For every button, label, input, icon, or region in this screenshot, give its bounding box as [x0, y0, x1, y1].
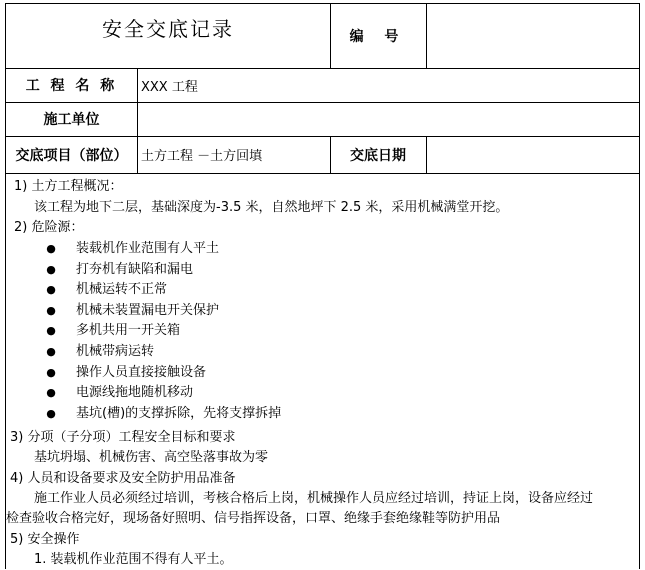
construction-unit-label: 施工单位 [43, 112, 100, 128]
section-1-heading: 1) 土方工程概况： [14, 179, 123, 194]
hazard-item: 操作人员直接接触设备 [76, 364, 207, 380]
construction-unit-field[interactable] [137, 102, 639, 136]
bullet-icon: ● [46, 365, 56, 379]
section-1-text: 该工程为地下二层，基础深度为-3.5 米，自然地坪下 2.5 米，采用机械满堂开挖。 [34, 200, 509, 215]
bullet-icon: ● [46, 262, 56, 276]
safety-briefing-form [5, 3, 640, 569]
section-2-heading: 2) 危险源： [14, 220, 84, 235]
bullet-icon: ● [46, 324, 56, 338]
section-3-text: 基坑坍塌、机械伤害、高空坠落事故为零 [34, 450, 269, 465]
number-field[interactable] [426, 4, 639, 68]
section-5-text: 1. 装载机作业范围不得有人平土。 [34, 552, 233, 567]
hazard-item: 机械带病运转 [76, 344, 155, 359]
number-label: 编 号 [349, 29, 407, 45]
project-name-label: 工 程 名 称 [25, 78, 118, 94]
hazard-item: 机械运转不正常 [76, 282, 168, 298]
hazard-item: 多机共用一开关箱 [76, 323, 181, 339]
hazard-item: 电源线拖地随机移动 [76, 385, 194, 401]
bullet-icon: ● [46, 242, 56, 255]
briefing-item-field[interactable]: 土方工程 －土方回填 [141, 149, 263, 164]
row-divider [6, 173, 639, 174]
briefing-date-label: 交底日期 [350, 147, 406, 164]
bullet-icon: ● [46, 283, 56, 297]
bullet-icon: ● [46, 406, 56, 420]
section-3-heading: 3) 分项（子分项）工程安全目标和要求 [10, 430, 236, 445]
briefing-item-label: 交底项目（部位） [15, 147, 128, 164]
hazard-item: 基坑(槽)的支撑拆除，先将支撑拆掉 [76, 405, 282, 421]
briefing-date-field[interactable] [426, 136, 639, 173]
section-5-heading: 5) 安全操作 [10, 532, 80, 547]
section-4-text-line-1: 施工作业人员必须经过培训，考核合格后上岗，机械操作人员应经过培训，持证上岗，设备应经过 [34, 491, 594, 506]
hazard-item: 打夯机有缺陷和漏电 [76, 261, 194, 277]
section-4-heading: 4) 人员和设备要求及安全防护用品准备 [10, 471, 236, 486]
section-4-text-line-2: 检查验收合格完好，现场备好照明、信号指挥设备，口罩、绝缘手套绝缘鞋等防护用品 [6, 511, 501, 526]
hazard-item: 装载机作业范围有人平土 [76, 241, 220, 256]
bullet-icon: ● [46, 303, 56, 317]
page-title: 安全交底记录 [102, 16, 234, 41]
bullet-icon: ● [46, 345, 56, 358]
hazard-item: 机械未装置漏电开关保护 [76, 302, 220, 318]
bullet-icon: ● [46, 386, 56, 400]
project-name-field[interactable]: XXX 工程 [141, 79, 198, 95]
